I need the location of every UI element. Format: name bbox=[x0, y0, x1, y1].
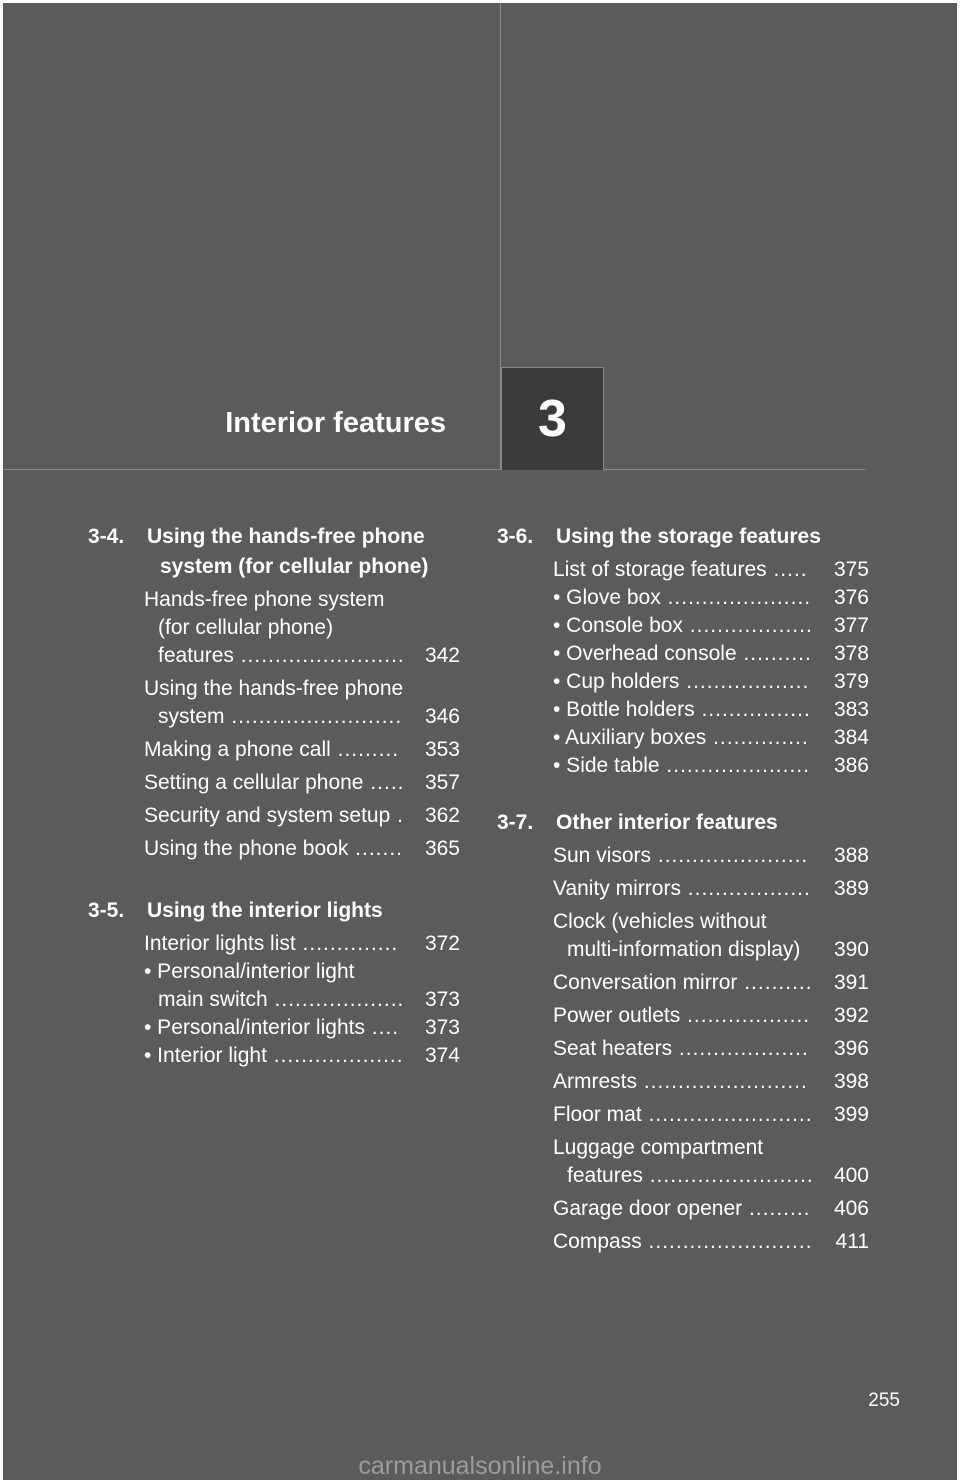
section-heading[interactable] bbox=[88, 522, 460, 582]
toc-entry[interactable] bbox=[553, 556, 869, 584]
toc-entry[interactable] bbox=[553, 1195, 869, 1223]
toc-entry[interactable] bbox=[553, 842, 869, 870]
entry-title: Using the hands-free phone system bbox=[144, 677, 404, 728]
dot-leader: ..................... bbox=[659, 754, 810, 777]
entry-page: 374 bbox=[408, 1042, 460, 1070]
entry-page: 379 bbox=[817, 668, 869, 696]
dot-leader: ........................ bbox=[641, 1103, 813, 1126]
toc-entry[interactable] bbox=[553, 1068, 869, 1096]
entry-page: 353 bbox=[408, 736, 460, 764]
entry-title: Using the phone book bbox=[144, 837, 349, 860]
dot-leader: .............. bbox=[295, 932, 399, 955]
entry-title: Vanity mirrors bbox=[553, 877, 681, 900]
section-number: 3-6. bbox=[497, 525, 534, 548]
entry-title: Luggage compartment features bbox=[553, 1136, 764, 1187]
dot-leader: ....... bbox=[348, 837, 404, 860]
dot-leader: .......... bbox=[737, 971, 813, 994]
entry-page: 390 bbox=[817, 936, 869, 964]
entry-page: 378 bbox=[817, 640, 869, 668]
toc-entry[interactable] bbox=[553, 752, 869, 780]
entry-page: 372 bbox=[408, 930, 460, 958]
section-heading[interactable] bbox=[497, 522, 869, 552]
dot-leader: ........................ bbox=[233, 644, 405, 667]
section-title: Using the storage features bbox=[556, 525, 821, 548]
toc-section bbox=[88, 896, 460, 1070]
entry-list bbox=[88, 930, 460, 1070]
entry-title: • Overhead console bbox=[553, 642, 737, 665]
entry-title: Clock (vehicles without multi-information display) bbox=[553, 910, 801, 961]
toc-entry[interactable] bbox=[144, 1014, 460, 1042]
toc-entry[interactable] bbox=[553, 724, 869, 752]
dot-leader: ................... bbox=[266, 1044, 404, 1067]
divider-horizontal bbox=[3, 469, 865, 470]
entry-page: 398 bbox=[817, 1068, 869, 1096]
entry-title: Making a phone call bbox=[144, 738, 331, 761]
toc-entry[interactable] bbox=[553, 1228, 869, 1256]
toc-entry[interactable] bbox=[144, 1042, 460, 1070]
toc-entry[interactable] bbox=[144, 675, 460, 731]
toc-entry[interactable] bbox=[144, 769, 460, 797]
dot-leader: .................. bbox=[680, 877, 811, 900]
entry-title: Sun visors bbox=[553, 844, 652, 867]
toc-entry[interactable] bbox=[553, 908, 869, 964]
chapter-number: 3 bbox=[538, 390, 567, 448]
entry-title: Interior lights list bbox=[144, 932, 296, 955]
section-title: Using the interior lights bbox=[147, 899, 383, 922]
toc-entry[interactable] bbox=[553, 584, 869, 612]
entry-title: Garage door opener bbox=[553, 1197, 743, 1220]
dot-leader: ........................ bbox=[641, 1230, 813, 1253]
dot-leader: .................. bbox=[680, 1004, 811, 1027]
entry-page: 411 bbox=[817, 1228, 869, 1256]
entry-title: Conversation mirror bbox=[553, 971, 738, 994]
dot-leader: ................ bbox=[694, 698, 811, 721]
dot-leader: .......... bbox=[736, 642, 812, 665]
entry-page: 375 bbox=[817, 556, 869, 584]
toc-entry[interactable] bbox=[144, 736, 460, 764]
dot-leader: ..... bbox=[363, 771, 405, 794]
entry-page: 362 bbox=[408, 802, 460, 830]
entry-page: 386 bbox=[817, 752, 869, 780]
entry-title: Armrests bbox=[553, 1070, 637, 1093]
entry-page: 399 bbox=[817, 1101, 869, 1129]
section-title: Using the hands-free phone system (for cellular phone) bbox=[147, 525, 429, 578]
entry-page: 388 bbox=[817, 842, 869, 870]
dot-leader: ........................ bbox=[637, 1070, 808, 1093]
entry-page: 373 bbox=[408, 1014, 460, 1042]
dot-leader: . bbox=[390, 804, 404, 827]
entry-page: 342 bbox=[408, 642, 460, 670]
toc-section bbox=[88, 522, 460, 863]
toc-entry[interactable] bbox=[144, 930, 460, 958]
toc-section bbox=[497, 808, 869, 1256]
entry-page: 365 bbox=[408, 835, 460, 863]
entry-title: • Personal/interior light main switch bbox=[144, 960, 355, 1011]
dot-leader: ...................... bbox=[651, 844, 809, 867]
toc-entry[interactable] bbox=[144, 586, 460, 670]
toc-entry[interactable] bbox=[144, 802, 460, 830]
dot-leader: ......... bbox=[330, 738, 400, 761]
toc-entry[interactable] bbox=[553, 696, 869, 724]
dot-leader: ..... bbox=[766, 558, 808, 581]
toc-section bbox=[497, 522, 869, 780]
entry-list bbox=[497, 556, 869, 780]
entry-title: • Cup holders bbox=[553, 670, 680, 693]
chapter-tab bbox=[501, 367, 604, 470]
entry-page: 396 bbox=[817, 1035, 869, 1063]
dot-leader: .................. bbox=[679, 670, 810, 693]
manual-page bbox=[3, 3, 957, 1480]
section-gap bbox=[497, 780, 869, 808]
section-gap bbox=[88, 868, 460, 896]
entry-page: 392 bbox=[817, 1002, 869, 1030]
toc-column-right bbox=[497, 522, 869, 1261]
entry-title: Floor mat bbox=[553, 1103, 642, 1126]
section-heading[interactable] bbox=[497, 808, 869, 838]
toc-entry[interactable] bbox=[553, 875, 869, 903]
toc-entry[interactable] bbox=[553, 969, 869, 997]
entry-page: 389 bbox=[817, 875, 869, 903]
entry-page: 406 bbox=[817, 1195, 869, 1223]
entry-title: Hands-free phone system (for cellular phone) features bbox=[144, 588, 385, 667]
section-number: 3-7. bbox=[497, 811, 534, 834]
dot-leader: ................... bbox=[267, 988, 405, 1011]
toc-column-left bbox=[88, 522, 460, 1070]
entry-title: • Interior light bbox=[144, 1044, 267, 1067]
entry-title: Seat heaters bbox=[553, 1037, 673, 1060]
toc-entry[interactable] bbox=[553, 1002, 869, 1030]
dot-leader: .... bbox=[364, 1016, 400, 1039]
section-title: Other interior features bbox=[556, 811, 778, 834]
toc-entry[interactable] bbox=[553, 1134, 869, 1190]
entry-list bbox=[497, 842, 869, 1256]
entry-page: 376 bbox=[817, 584, 869, 612]
entry-title: Security and system setup bbox=[144, 804, 391, 827]
toc-entry[interactable] bbox=[553, 1101, 869, 1129]
section-number: 3-5. bbox=[88, 899, 125, 922]
entry-page: 391 bbox=[817, 969, 869, 997]
entry-page: 377 bbox=[817, 612, 869, 640]
entry-title: • Personal/interior lights bbox=[144, 1016, 365, 1039]
entry-page: 357 bbox=[408, 769, 460, 797]
entry-title: • Bottle holders bbox=[553, 698, 695, 721]
entry-title: Setting a cellular phone bbox=[144, 771, 364, 794]
page-number: 255 bbox=[868, 1390, 900, 1411]
toc-entry[interactable] bbox=[553, 668, 869, 696]
dot-leader: ......... bbox=[742, 1197, 811, 1220]
toc-entry[interactable] bbox=[144, 958, 460, 1014]
entry-title: List of storage features bbox=[553, 558, 767, 581]
toc-entry[interactable] bbox=[553, 640, 869, 668]
entry-page: 373 bbox=[408, 986, 460, 1014]
entry-title: • Glove box bbox=[553, 586, 661, 609]
entry-title: Power outlets bbox=[553, 1004, 681, 1027]
dot-leader: ........................ bbox=[642, 1164, 814, 1187]
entry-title: • Console box bbox=[553, 614, 683, 637]
dot-leader: ......................... bbox=[224, 705, 403, 728]
dot-leader: .................. bbox=[682, 614, 813, 637]
dot-leader: .............. bbox=[706, 726, 809, 749]
entry-page: 400 bbox=[817, 1162, 869, 1190]
entry-title: • Side table bbox=[553, 754, 660, 777]
section-heading[interactable] bbox=[88, 896, 460, 926]
toc-entry[interactable] bbox=[553, 612, 869, 640]
dot-leader: ................... bbox=[672, 1037, 809, 1060]
toc-entry[interactable] bbox=[553, 1035, 869, 1063]
chapter-title: Interior features bbox=[225, 407, 446, 439]
section-number: 3-4. bbox=[88, 525, 125, 548]
dot-leader: ..................... bbox=[660, 586, 812, 609]
entry-title: Compass bbox=[553, 1230, 642, 1253]
toc-entry[interactable] bbox=[144, 835, 460, 863]
watermark: carmanualsonline.info bbox=[358, 1452, 602, 1480]
entry-page: 383 bbox=[817, 696, 869, 724]
entry-list bbox=[88, 586, 460, 863]
entry-page: 346 bbox=[408, 703, 460, 731]
entry-title: • Auxiliary boxes bbox=[553, 726, 707, 749]
entry-page: 384 bbox=[817, 724, 869, 752]
